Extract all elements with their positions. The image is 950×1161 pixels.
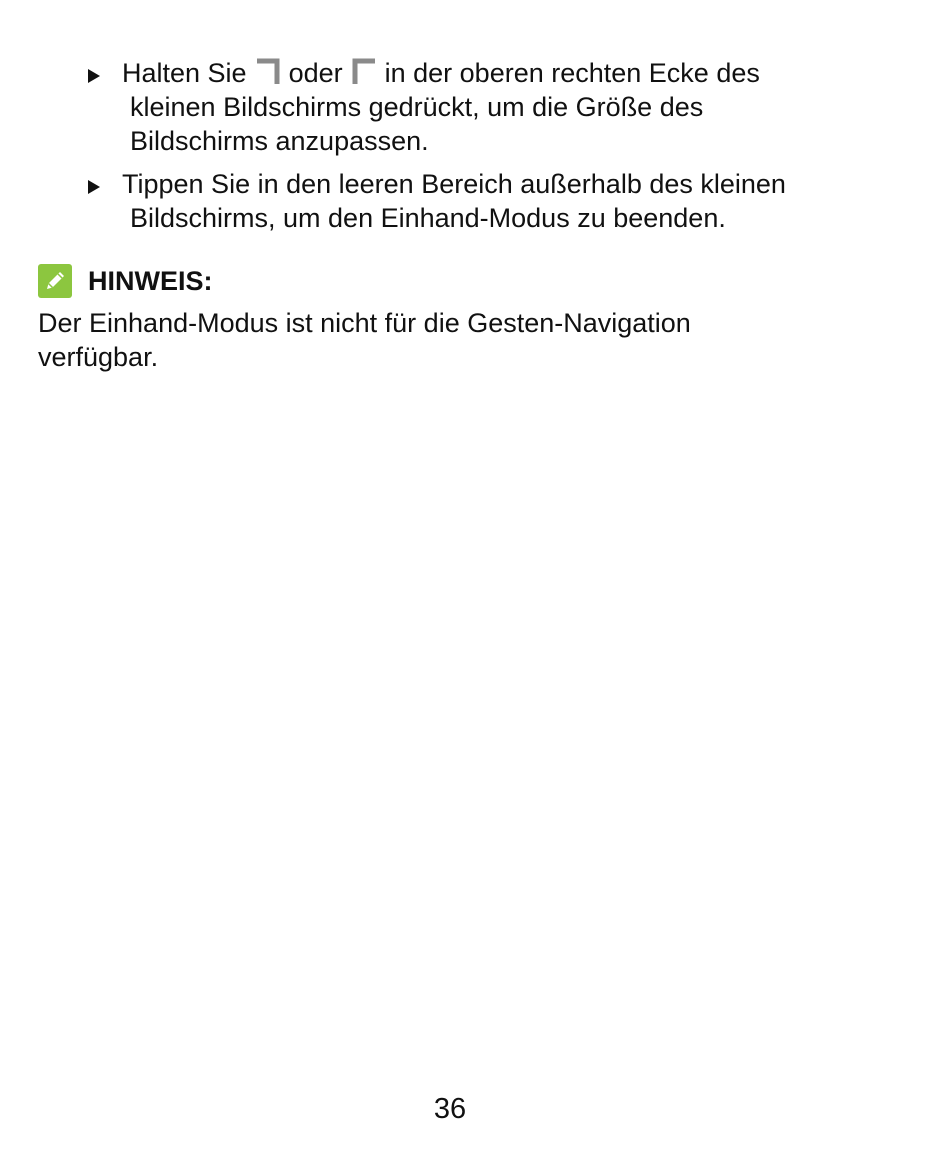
note-text-line: verfügbar.	[38, 342, 159, 372]
bullet-line: Bildschirms anzupassen.	[130, 126, 429, 156]
note-body	[38, 306, 858, 374]
corner-resize-top-left-icon	[351, 58, 377, 84]
bullet-line: Tippen Sie in den leeren Bereich außerhalb des kleinen	[122, 169, 786, 199]
bullet-text: in der oberen rechten Ecke des	[384, 58, 760, 88]
pencil-note-icon	[38, 264, 72, 298]
page-number: 36	[433, 1093, 467, 1125]
corner-resize-top-right-icon	[255, 58, 281, 84]
bullet-arrow-icon	[88, 69, 100, 83]
bullet-text: oder	[288, 58, 343, 88]
bullet-text: Halten Sie	[122, 58, 247, 88]
list-item	[82, 167, 862, 235]
note-text-line: Der Einhand-Modus ist nicht für die Gesten-Navigation	[38, 308, 691, 338]
bullet-line: Bildschirms, um den Einhand-Modus zu beenden.	[130, 203, 726, 233]
bullet-list	[82, 56, 862, 235]
list-item	[82, 56, 862, 158]
note-label: HINWEIS:	[88, 266, 213, 296]
note-header	[38, 258, 213, 298]
bullet-line	[122, 56, 862, 90]
bullet-line: kleinen Bildschirms gedrückt, um die Größe des	[130, 92, 704, 122]
bullet-arrow-icon	[88, 180, 100, 194]
